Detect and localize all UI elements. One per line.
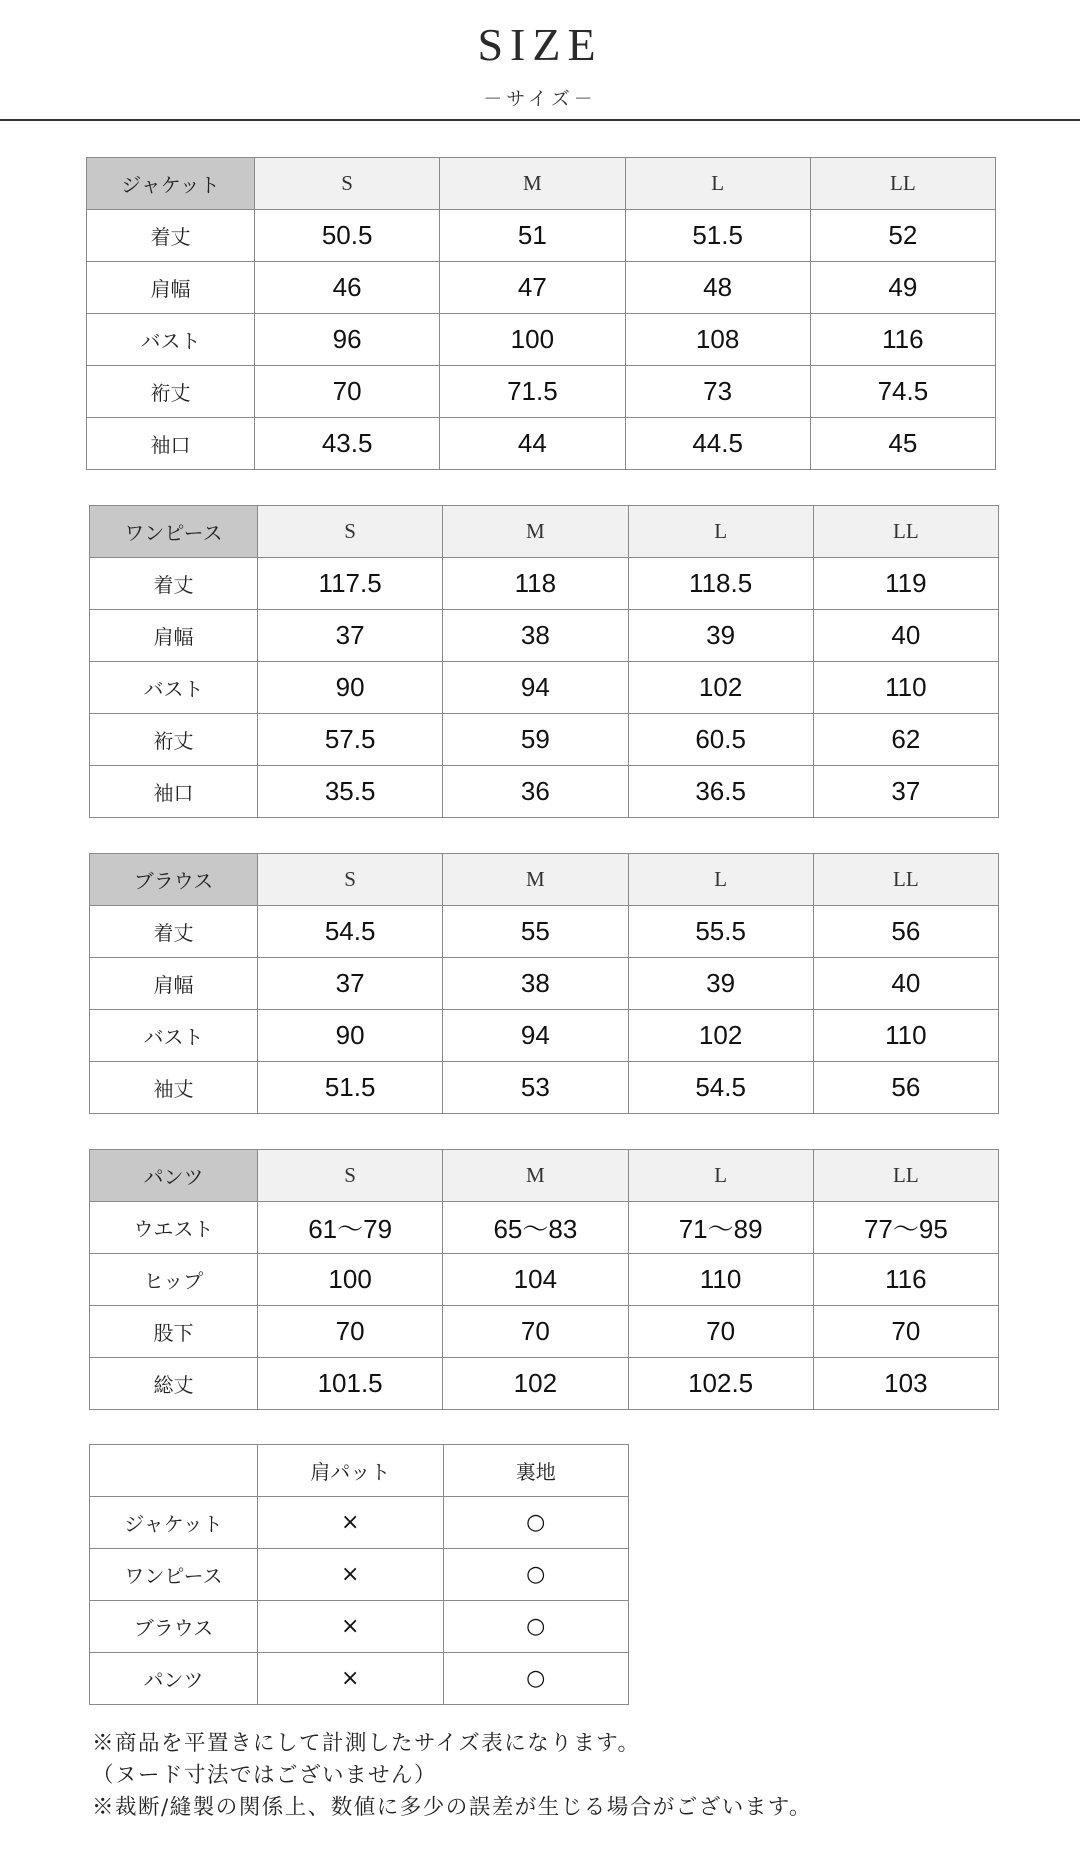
table-row bbox=[87, 210, 996, 262]
row-label: 袖丈 bbox=[90, 1062, 258, 1114]
cell-value: 102 bbox=[628, 662, 813, 714]
table-row bbox=[90, 1202, 999, 1254]
cell-value: × bbox=[258, 1653, 444, 1705]
table-row bbox=[90, 1358, 999, 1410]
table-row bbox=[90, 1254, 999, 1306]
table-row bbox=[90, 958, 999, 1010]
table-row bbox=[87, 418, 996, 470]
size-header-l: L bbox=[628, 854, 813, 906]
cell-value: 44 bbox=[440, 418, 625, 470]
row-label: ジャケット bbox=[90, 1497, 258, 1549]
table-row bbox=[90, 1306, 999, 1358]
cell-value: 50.5 bbox=[255, 210, 440, 262]
size-header-s: S bbox=[255, 158, 440, 210]
cell-value: 73 bbox=[625, 366, 810, 418]
cell-value: 56 bbox=[813, 906, 998, 958]
size-header-ll: LL bbox=[813, 854, 998, 906]
cell-value: 90 bbox=[258, 662, 443, 714]
cell-value: 116 bbox=[813, 1254, 998, 1306]
table-row bbox=[90, 906, 999, 958]
cell-value: 36 bbox=[443, 766, 628, 818]
row-label: ブラウス bbox=[90, 1601, 258, 1653]
cell-value: 37 bbox=[813, 766, 998, 818]
size-header-s: S bbox=[258, 1150, 443, 1202]
row-label: 肩幅 bbox=[90, 610, 258, 662]
table-row bbox=[87, 366, 996, 418]
cell-value: 61～79 bbox=[258, 1202, 443, 1254]
table-row bbox=[90, 766, 999, 818]
cell-value: 54.5 bbox=[258, 906, 443, 958]
cell-value: 57.5 bbox=[258, 714, 443, 766]
header-divider bbox=[0, 119, 1080, 121]
table-row bbox=[90, 714, 999, 766]
cell-value: 52 bbox=[810, 210, 995, 262]
cell-value: 70 bbox=[628, 1306, 813, 1358]
row-label: 総丈 bbox=[90, 1358, 258, 1410]
cell-value: 35.5 bbox=[258, 766, 443, 818]
cell-value: 118.5 bbox=[628, 558, 813, 610]
table-row bbox=[90, 1010, 999, 1062]
cell-value: 119 bbox=[813, 558, 998, 610]
table-row bbox=[90, 1601, 629, 1653]
size-header-m: M bbox=[443, 1150, 628, 1202]
size-table-onepiece bbox=[89, 505, 999, 818]
size-header-l: L bbox=[628, 1150, 813, 1202]
cell-value: 103 bbox=[813, 1358, 998, 1410]
cell-value: 118 bbox=[443, 558, 628, 610]
cell-value: 39 bbox=[628, 610, 813, 662]
table-row bbox=[90, 558, 999, 610]
row-label: 着丈 bbox=[90, 558, 258, 610]
table-row bbox=[90, 662, 999, 714]
cell-value: 77～95 bbox=[813, 1202, 998, 1254]
size-header-m: M bbox=[443, 854, 628, 906]
size-header-m: M bbox=[440, 158, 625, 210]
cell-value: 43.5 bbox=[255, 418, 440, 470]
row-label: ウエスト bbox=[90, 1202, 258, 1254]
size-table-jacket bbox=[86, 157, 996, 470]
row-label: 股下 bbox=[90, 1306, 258, 1358]
table-category-label: ジャケット bbox=[87, 158, 255, 210]
page-title: SIZE bbox=[477, 19, 603, 70]
features-corner-cell bbox=[90, 1445, 258, 1497]
cell-value: 51 bbox=[440, 210, 625, 262]
cell-value: ○ bbox=[443, 1653, 629, 1705]
cell-value: 104 bbox=[443, 1254, 628, 1306]
size-header-s: S bbox=[258, 506, 443, 558]
size-header-l: L bbox=[625, 158, 810, 210]
column-header-shoulder-pad: 肩パット bbox=[258, 1445, 444, 1497]
cell-value: 70 bbox=[255, 366, 440, 418]
row-label: パンツ bbox=[90, 1653, 258, 1705]
cell-value: 110 bbox=[813, 662, 998, 714]
page-header bbox=[0, 0, 1080, 122]
cell-value: 38 bbox=[443, 610, 628, 662]
cell-value: 60.5 bbox=[628, 714, 813, 766]
cell-value: 55.5 bbox=[628, 906, 813, 958]
cell-value: 48 bbox=[625, 262, 810, 314]
row-label: バスト bbox=[90, 1010, 258, 1062]
cell-value: 62 bbox=[813, 714, 998, 766]
cell-value: 96 bbox=[255, 314, 440, 366]
size-table-pants bbox=[89, 1149, 999, 1410]
size-header-ll: LL bbox=[810, 158, 995, 210]
cell-value: × bbox=[258, 1601, 444, 1653]
row-label: 裄丈 bbox=[90, 714, 258, 766]
cell-value: 59 bbox=[443, 714, 628, 766]
cell-value: × bbox=[258, 1549, 444, 1601]
cell-value: 56 bbox=[813, 1062, 998, 1114]
cell-value: 102 bbox=[628, 1010, 813, 1062]
cell-value: 46 bbox=[255, 262, 440, 314]
row-label: 着丈 bbox=[87, 210, 255, 262]
cell-value: 70 bbox=[258, 1306, 443, 1358]
notes bbox=[92, 1728, 1052, 1824]
cell-value: 65～83 bbox=[443, 1202, 628, 1254]
cell-value: 54.5 bbox=[628, 1062, 813, 1114]
size-table-blouse bbox=[89, 853, 999, 1114]
row-label: ワンピース bbox=[90, 1549, 258, 1601]
cell-value: 94 bbox=[443, 1010, 628, 1062]
cell-value: 36.5 bbox=[628, 766, 813, 818]
row-label: バスト bbox=[87, 314, 255, 366]
cell-value: 100 bbox=[440, 314, 625, 366]
cell-value: 40 bbox=[813, 958, 998, 1010]
cell-value: 40 bbox=[813, 610, 998, 662]
column-header-lining: 裏地 bbox=[443, 1445, 629, 1497]
row-label: ヒップ bbox=[90, 1254, 258, 1306]
size-header-s: S bbox=[258, 854, 443, 906]
row-label: 裄丈 bbox=[87, 366, 255, 418]
cell-value: 70 bbox=[443, 1306, 628, 1358]
cell-value: 71.5 bbox=[440, 366, 625, 418]
row-label: バスト bbox=[90, 662, 258, 714]
cell-value: 74.5 bbox=[810, 366, 995, 418]
cell-value: 100 bbox=[258, 1254, 443, 1306]
features-table bbox=[89, 1444, 629, 1705]
cell-value: 38 bbox=[443, 958, 628, 1010]
note-line: ※裁断/縫製の関係上、数値に多少の誤差が生じる場合がございます。 bbox=[92, 1795, 813, 1820]
cell-value: 39 bbox=[628, 958, 813, 1010]
cell-value: ○ bbox=[443, 1601, 629, 1653]
cell-value: 37 bbox=[258, 610, 443, 662]
cell-value: 110 bbox=[628, 1254, 813, 1306]
cell-value: × bbox=[258, 1497, 444, 1549]
cell-value: 102 bbox=[443, 1358, 628, 1410]
size-header-ll: LL bbox=[813, 506, 998, 558]
cell-value: 37 bbox=[258, 958, 443, 1010]
cell-value: ○ bbox=[443, 1497, 629, 1549]
cell-value: 45 bbox=[810, 418, 995, 470]
table-row bbox=[90, 1549, 629, 1601]
row-label: 袖口 bbox=[87, 418, 255, 470]
size-header-ll: LL bbox=[813, 1150, 998, 1202]
cell-value: 102.5 bbox=[628, 1358, 813, 1410]
note-line: （ヌード寸法ではございません） bbox=[92, 1763, 438, 1788]
table-row bbox=[90, 610, 999, 662]
cell-value: 44.5 bbox=[625, 418, 810, 470]
cell-value: 110 bbox=[813, 1010, 998, 1062]
table-category-label: ワンピース bbox=[90, 506, 258, 558]
cell-value: 108 bbox=[625, 314, 810, 366]
size-header-l: L bbox=[628, 506, 813, 558]
cell-value: 90 bbox=[258, 1010, 443, 1062]
cell-value: 117.5 bbox=[258, 558, 443, 610]
cell-value: 94 bbox=[443, 662, 628, 714]
cell-value: 49 bbox=[810, 262, 995, 314]
cell-value: 101.5 bbox=[258, 1358, 443, 1410]
cell-value: 116 bbox=[810, 314, 995, 366]
table-category-label: ブラウス bbox=[90, 854, 258, 906]
table-row bbox=[90, 1497, 629, 1549]
cell-value: ○ bbox=[443, 1549, 629, 1601]
cell-value: 55 bbox=[443, 906, 628, 958]
cell-value: 71～89 bbox=[628, 1202, 813, 1254]
note-line: ※商品を平置きにして計測したサイズ表になります。 bbox=[92, 1731, 641, 1756]
cell-value: 70 bbox=[813, 1306, 998, 1358]
cell-value: 51.5 bbox=[625, 210, 810, 262]
cell-value: 51.5 bbox=[258, 1062, 443, 1114]
table-row bbox=[90, 1062, 999, 1114]
row-label: 肩幅 bbox=[87, 262, 255, 314]
size-header-m: M bbox=[443, 506, 628, 558]
cell-value: 53 bbox=[443, 1062, 628, 1114]
table-row bbox=[87, 262, 996, 314]
page-subtitle: －サイズ－ bbox=[483, 88, 597, 110]
table-category-label: パンツ bbox=[90, 1150, 258, 1202]
table-row bbox=[87, 314, 996, 366]
cell-value: 47 bbox=[440, 262, 625, 314]
table-row bbox=[90, 1653, 629, 1705]
row-label: 肩幅 bbox=[90, 958, 258, 1010]
row-label: 袖口 bbox=[90, 766, 258, 818]
row-label: 着丈 bbox=[90, 906, 258, 958]
